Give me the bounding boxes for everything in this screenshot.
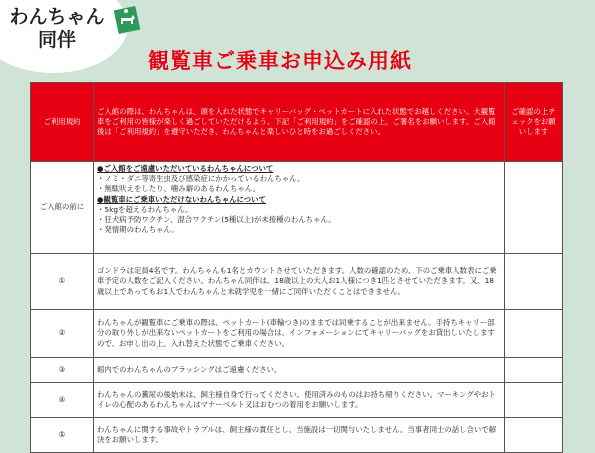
rule-row	[31, 358, 563, 383]
check-box[interactable]	[505, 310, 563, 358]
rule-text: ゴンドラは定員4名です。わんちゃんも1名とカウントさせていただきます。人数の確認のため、下のご乗車人数表にご乗車予定の人数をご記入ください。わんちゃん同伴は、18歳以上の大人お1人様につき1匹とさせていただきます。又、18歳以上であってもお1人でわんちゃんと未就学児を一緒にご同伴いただくことはできません。	[94, 254, 505, 310]
entry-item: ・発情期のわんちゃん。	[97, 225, 179, 235]
rule-row	[31, 254, 563, 310]
terms-intro: ご入館の際は、わんちゃんは、頭を入れた状態でキャリーバッグ・ペットカートに入れた状態でお越しください。大観覧車をご利用の皆様が楽しく過ごしていただけるよう、下記「ご利用規約」をご確認の上、ご署名をお願いします。ご入館後は「ご利用規約」を遵守いただき、わんちゃんと楽しいひと時をお過ごしください。	[94, 83, 505, 162]
rule-row	[31, 418, 563, 453]
rule-text: わんちゃんが観覧車にご乗車の際は、ペットカート(車輪つき)のままでは同乗することが出来ません。手持ちキャリー部分の取り外しが出来ないペットカートをご利用の場合は、インフォメーションにてキャリーバッグをお貸出しいたしますので、お申し出の上、入れ替えた状態でご乗車ください。	[94, 310, 505, 358]
check-box[interactable]	[505, 418, 563, 453]
rule-number: ①	[31, 254, 94, 310]
check-box[interactable]	[505, 358, 563, 383]
entry-label: ご入館の前に	[31, 162, 94, 254]
rule-number: ⑤	[31, 418, 94, 453]
rule-number: ③	[31, 358, 94, 383]
badge-line-1: わんちゃん	[9, 6, 105, 28]
entry-row	[31, 162, 563, 254]
entry-item: ・無駄吠えをしたり、噛み癖のあるわんちゃん。	[97, 184, 261, 194]
rule-text: わんちゃんに関する事故やトラブルは、飼主様の責任とし、当施設は一切関与いたしません。当事者同士の話し合いで解決をお願いします。	[94, 418, 505, 453]
terms-label: ご利用規約	[31, 83, 94, 162]
page-title: 観覧車ご乗車お申込み用紙	[148, 49, 412, 73]
rule-row	[31, 310, 563, 358]
rule-text: 館内でのわんちゃんのブラッシングはご遠慮ください。	[94, 358, 505, 383]
rule-number: ②	[31, 310, 94, 358]
terms-table	[30, 82, 563, 453]
dog-tag-icon	[112, 2, 142, 36]
entry-item: ・5kgを超えるわんちゃん。	[97, 204, 193, 214]
badge-line-2: 同伴	[37, 29, 76, 51]
entry-heading-1: ●ご入館をご遠慮いただいているわんちゃんについて	[97, 164, 274, 173]
terms-header-row	[31, 83, 563, 162]
check-column-header: ご確認の上チェックをお願いします	[505, 83, 563, 162]
check-box[interactable]	[505, 162, 563, 254]
rule-number: ④	[31, 383, 94, 418]
check-box[interactable]	[505, 254, 563, 310]
rule-text: わんちゃんの糞尿の後始末は、飼主様自身で行ってください。使用済みのものはお持ち帰りください。マーキングやおトイレの心配のあるわんちゃんはマナーベルト又はおむつの着用をお願いします。	[94, 383, 505, 418]
check-box[interactable]	[505, 383, 563, 418]
entry-content	[94, 162, 505, 254]
entry-item: ・ノミ・ダニ等寄生虫及び感染症にかかっているわんちゃん。	[97, 174, 305, 184]
dog-accompany-badge	[8, 6, 106, 52]
rule-row	[31, 383, 563, 418]
entry-item: ・狂犬病予防ワクチン、混合ワクチン(5種以上)が未接種のわんちゃん。	[97, 215, 336, 225]
entry-heading-2: ●観覧車にご乗車いただけないわんちゃんについて	[97, 194, 266, 204]
